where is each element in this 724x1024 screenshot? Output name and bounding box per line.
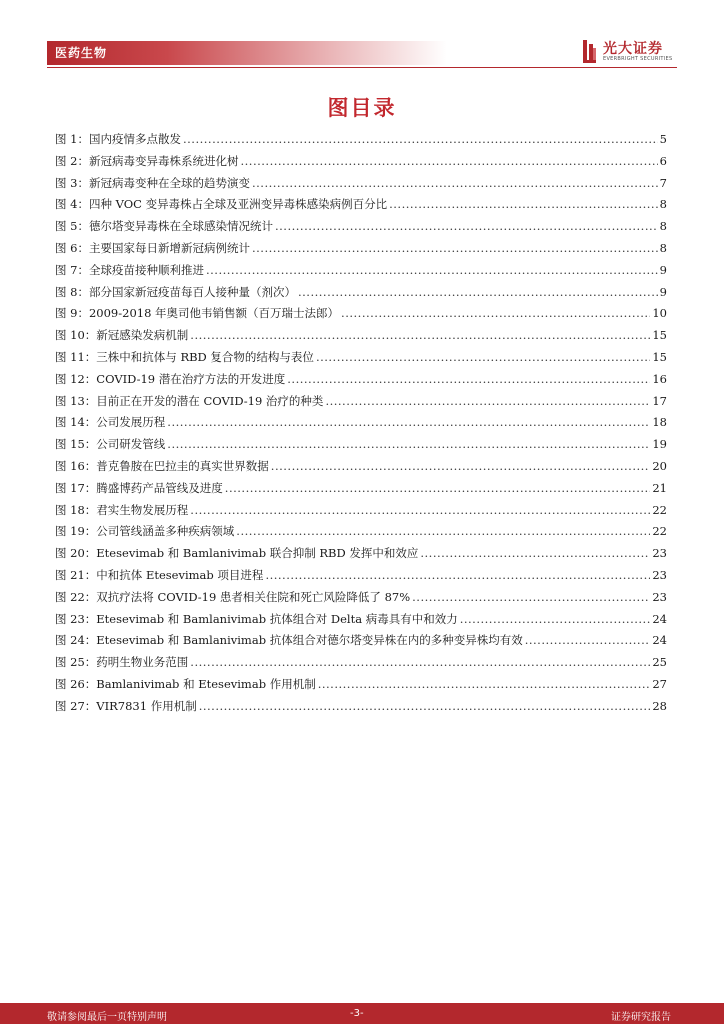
toc-item-label[interactable]: 图 17：腾盛博药产品管线及进度 [55, 480, 223, 495]
toc-leader-dots [341, 306, 650, 320]
toc-leader-dots [298, 285, 658, 299]
logo-text-cn: 光大证券 [603, 41, 663, 57]
toc-item-page[interactable]: 8 [659, 197, 667, 212]
toc-item-label[interactable]: 图 27：VIR7831 作用机制 [55, 698, 197, 713]
toc-item-label[interactable]: 图 7：全球疫苗接种顺利推进 [55, 262, 204, 277]
toc-leader-dots [240, 154, 657, 168]
toc-item-label[interactable]: 图 15：公司研发管线 [55, 437, 166, 452]
toc-leader-dots [252, 241, 658, 255]
toc-item[interactable] [55, 502, 667, 524]
toc-item[interactable] [55, 196, 667, 218]
toc-item-label[interactable]: 图 8：部分国家新冠疫苗每百人接种量（剂次） [55, 284, 296, 299]
toc-leader-dots [287, 372, 650, 386]
toc-item-page[interactable]: 20 [652, 458, 667, 473]
toc-item-page[interactable]: 25 [652, 655, 667, 670]
toc-item-label[interactable]: 图 16：普克鲁胺在巴拉圭的真实世界数据 [55, 458, 269, 473]
toc-item[interactable] [55, 567, 667, 589]
toc-leader-dots [225, 481, 651, 495]
toc-item[interactable] [55, 240, 667, 262]
toc-item[interactable] [55, 436, 667, 458]
toc-item-label[interactable]: 图 10：新冠感染发病机制 [55, 328, 189, 343]
toc-item-label[interactable]: 图 20：Etesevimab 和 Bamlanivimab 联合抑制 RBD 发挥中和效应 [55, 546, 419, 561]
toc-item[interactable] [55, 131, 667, 153]
page-number: -3- [350, 1008, 364, 1019]
toc-leader-dots [183, 132, 658, 146]
toc-item[interactable] [55, 611, 667, 633]
toc-item-label[interactable]: 图 22：双抗疗法将 COVID-19 患者相关住院和死亡风险降低了 87% [55, 589, 411, 604]
toc-leader-dots [190, 503, 650, 517]
toc-leader-dots [206, 263, 658, 277]
toc-item-page[interactable]: 23 [652, 546, 667, 561]
toc-leader-dots [190, 328, 650, 342]
toc-leader-dots [420, 546, 650, 560]
toc-item-page[interactable]: 21 [652, 480, 667, 495]
toc-item[interactable] [55, 284, 667, 306]
page-title: 图目录 [327, 96, 397, 120]
footer-disclaimer[interactable]: 敬请参阅最后一页特别声明 [47, 1012, 167, 1023]
toc-item-page[interactable]: 18 [652, 415, 667, 430]
toc-item-page[interactable]: 8 [659, 219, 667, 234]
toc-leader-dots [190, 655, 650, 669]
toc-item[interactable] [55, 393, 667, 415]
toc-item-page[interactable]: 22 [652, 502, 667, 517]
toc-item[interactable] [55, 545, 667, 567]
toc-item-page[interactable]: 19 [652, 437, 667, 452]
toc-item[interactable] [55, 175, 667, 197]
toc-item[interactable] [55, 153, 667, 175]
toc-leader-dots [167, 415, 650, 429]
toc-item[interactable] [55, 218, 667, 240]
toc-leader-dots [167, 437, 650, 451]
toc-leader-dots [389, 197, 658, 211]
toc-item[interactable] [55, 305, 667, 327]
toc-item[interactable] [55, 632, 667, 654]
logo-mark-icon [581, 38, 598, 64]
toc-item-label[interactable]: 图 6：主要国家每日新增新冠病例统计 [55, 240, 250, 255]
toc-item-page[interactable]: 7 [659, 175, 667, 190]
toc-item[interactable] [55, 414, 667, 436]
toc-leader-dots [460, 612, 651, 626]
toc-item-label[interactable]: 图 19：公司管线涵盖多种疾病领域 [55, 524, 235, 539]
toc-leader-dots [318, 677, 651, 691]
brand-logo [581, 38, 681, 66]
toc-item-page[interactable]: 24 [652, 611, 667, 626]
toc-leader-dots [236, 524, 650, 538]
toc-item-label[interactable]: 图 2：新冠病毒变异毒株系统进化树 [55, 153, 239, 168]
toc-item-page[interactable]: 10 [652, 306, 667, 321]
toc-leader-dots [265, 568, 650, 582]
toc-item-label[interactable]: 图 21：中和抗体 Etesevimab 项目进程 [55, 567, 264, 582]
toc-item[interactable] [55, 523, 667, 545]
toc-leader-dots [199, 699, 651, 713]
toc-item[interactable] [55, 262, 667, 284]
toc-item-label[interactable]: 图 9：2009-2018 年奥司他韦销售额（百万瑞士法郎） [55, 306, 340, 321]
toc-item-page[interactable]: 15 [652, 328, 667, 343]
toc-leader-dots [275, 219, 658, 233]
toc-item-page[interactable]: 5 [659, 132, 667, 146]
toc-item-label[interactable]: 图 14：公司发展历程 [55, 415, 166, 430]
logo-text-en: EVERBRIGHT SECURITIES [603, 56, 673, 62]
toc-item-page[interactable]: 23 [652, 589, 667, 604]
toc-item-label[interactable]: 图 26：Bamlanivimab 和 Etesevimab 作用机制 [55, 676, 316, 691]
toc-item[interactable] [55, 327, 667, 349]
toc-item-page[interactable]: 22 [652, 524, 667, 539]
toc-item-label[interactable]: 图 3：新冠病毒变种在全球的趋势演变 [55, 175, 250, 190]
toc-item-page[interactable]: 28 [652, 698, 667, 713]
toc-leader-dots [412, 590, 650, 604]
toc-leader-dots [271, 459, 651, 473]
toc-item-label[interactable]: 图 1：国内疫情多点散发 [55, 132, 181, 146]
toc-item-label[interactable]: 图 5：德尔塔变异毒株在全球感染情况统计 [55, 219, 273, 234]
toc-item-page[interactable]: 16 [652, 371, 667, 386]
toc-item[interactable] [55, 654, 667, 676]
toc-item-label[interactable]: 图 24：Etesevimab 和 Bamlanivimab 抗体组合对德尔塔变异株在内的多种变异株均有效 [55, 633, 523, 648]
toc-item-label[interactable]: 图 4：四种 VOC 变异毒株占全球及亚洲变异毒株感染病例百分比 [55, 197, 388, 212]
toc-leader-dots [525, 633, 651, 647]
toc-item-label[interactable]: 图 25：药明生物业务范围 [55, 655, 189, 670]
figure-toc-list [55, 131, 667, 720]
toc-item[interactable] [55, 480, 667, 502]
toc-item-page[interactable]: 9 [659, 262, 667, 277]
toc-item-label[interactable]: 图 12：COVID-19 潜在治疗方法的开发进度 [55, 371, 286, 386]
toc-item-page[interactable]: 6 [659, 153, 667, 168]
toc-item-page[interactable]: 15 [652, 349, 667, 364]
toc-item[interactable] [55, 698, 667, 720]
header-section-bar [47, 41, 447, 65]
toc-item-page[interactable]: 8 [659, 240, 667, 255]
header-divider [47, 67, 677, 68]
toc-leader-dots [252, 176, 658, 190]
toc-item-page[interactable]: 27 [652, 676, 667, 691]
toc-item-page[interactable]: 23 [652, 567, 667, 582]
toc-item[interactable] [55, 349, 667, 371]
section-label: 医药生物 [55, 46, 108, 60]
toc-leader-dots [316, 350, 650, 364]
toc-item-label[interactable]: 图 23：Etesevimab 和 Bamlanivimab 抗体组合对 Delta 病毒具有中和效力 [55, 611, 458, 626]
toc-leader-dots [325, 394, 650, 408]
footer-report-type: 证券研究报告 [611, 1012, 671, 1023]
toc-item[interactable] [55, 676, 667, 698]
toc-item-label[interactable]: 图 13：目前正在开发的潜在 COVID-19 治疗的种类 [55, 393, 324, 408]
toc-item-page[interactable]: 17 [652, 393, 667, 408]
toc-item[interactable] [55, 589, 667, 611]
toc-item-label[interactable]: 图 11：三株中和抗体与 RBD 复合物的结构与表位 [55, 349, 314, 364]
toc-item-page[interactable]: 24 [652, 633, 667, 648]
toc-item-page[interactable]: 9 [659, 284, 667, 299]
toc-item[interactable] [55, 458, 667, 480]
toc-item[interactable] [55, 371, 667, 393]
toc-item-label[interactable]: 图 18：君实生物发展历程 [55, 502, 189, 517]
